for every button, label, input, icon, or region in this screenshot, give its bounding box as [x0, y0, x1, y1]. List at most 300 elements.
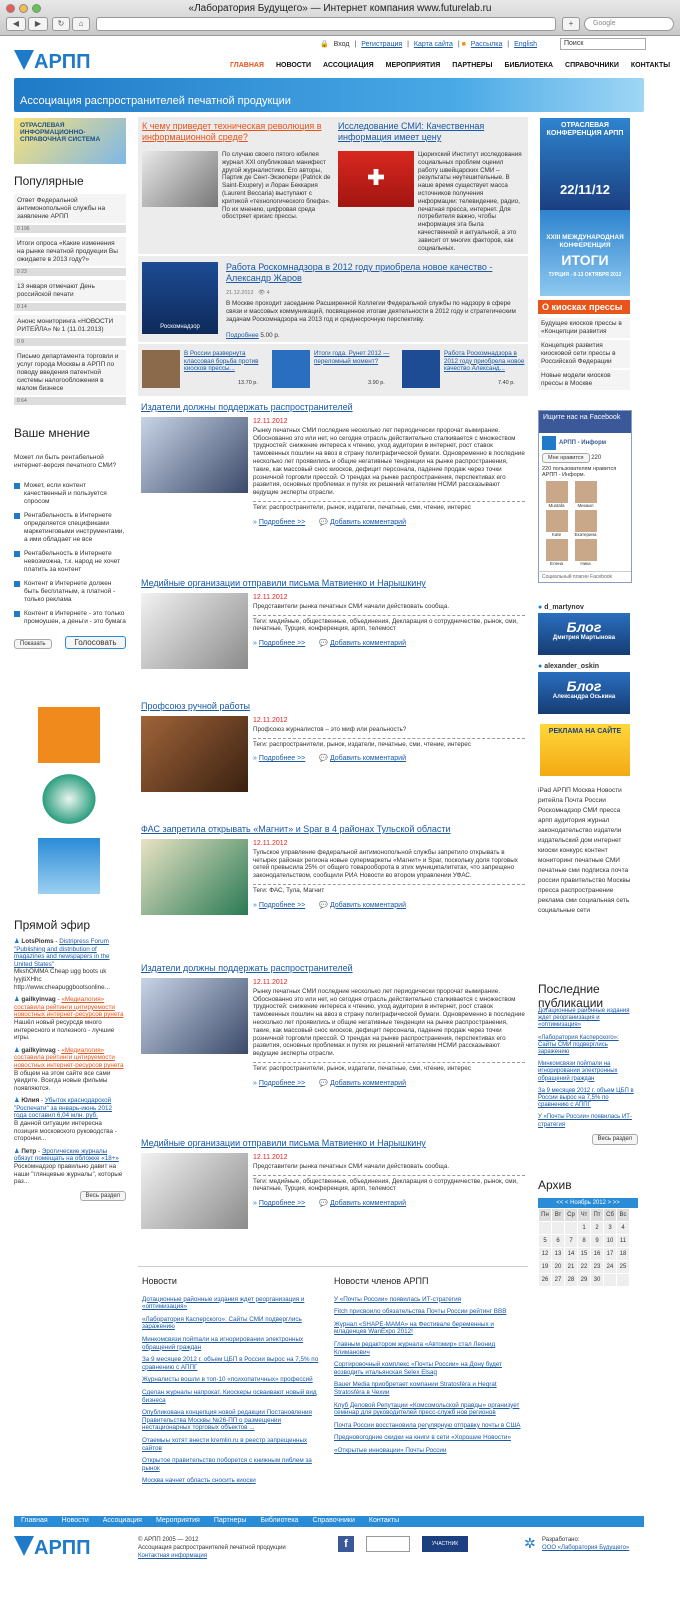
calendar-month: Ноябрь 2012: [570, 1200, 606, 1206]
news-item[interactable]: За 9 месяцев 2012 г. объем ЦБП в России вырос на 7,5% по сравнению с АППГ: [142, 1356, 319, 1371]
story-comment-link[interactable]: Добавить комментарий: [329, 755, 406, 763]
news-item[interactable]: Опубликована концепция новой редакции Постановления Правительства Москвы №26-ПП о размещении нестационарных торговых объектов ...: [142, 1409, 312, 1432]
feature-c-more[interactable]: [226, 332, 280, 339]
partner-banner-1[interactable]: [38, 707, 100, 763]
calendar-day[interactable]: 24: [604, 1261, 617, 1274]
person-name: Елена: [549, 561, 564, 566]
sitemap-link[interactable]: Карта сайта: [413, 41, 453, 48]
calendar-day[interactable]: 28: [565, 1274, 578, 1287]
calendar-grid: [538, 1208, 630, 1287]
arpp-logo[interactable]: [14, 48, 100, 72]
ad-banner[interactable]: [540, 724, 630, 776]
story-image[interactable]: [141, 1153, 248, 1229]
nav-directories[interactable]: СПРАВОЧНИКИ: [565, 62, 619, 69]
live-user[interactable]: gailkyinvag: [21, 1046, 56, 1054]
live-topic-link[interactable]: Убыток краснодарской "Роспечати" за январь-июнь 2012 года составил 6,04 млн. руб.: [14, 1097, 112, 1120]
main-nav: [230, 62, 671, 69]
nav-home[interactable]: ГЛАВНАЯ: [230, 62, 264, 69]
radio-button[interactable]: [14, 513, 20, 519]
member-news-item[interactable]: «Открытые инновации» Почты России: [334, 1446, 447, 1454]
member-news-item[interactable]: Главным редактором журнала «Автомир» стал Леонид Климанович: [334, 1340, 496, 1356]
small-feature-image[interactable]: [142, 350, 180, 388]
latest-all-button[interactable]: Весь раздел: [592, 1134, 639, 1145]
feature-c-more-link[interactable]: Подробнее: [226, 332, 259, 339]
poll-option[interactable]: [14, 580, 126, 604]
live-topic-link[interactable]: «Медиалогия» составила рейтинги цитируемости новостных интернет-ресурсов рунета: [14, 996, 124, 1019]
live-all-button[interactable]: Весь раздел: [80, 1191, 127, 1201]
contacts-link[interactable]: Контактная информация: [138, 1553, 207, 1559]
radio-button[interactable]: [14, 581, 20, 587]
feature-b-title[interactable]: Исследование СМИ: Качественная информация имеет цену: [338, 121, 485, 142]
news-item[interactable]: Отаемыы хотят внести kremlin.ru в реестр запрещенных сайтов: [142, 1436, 308, 1452]
story-actions: [253, 1199, 525, 1207]
news-item[interactable]: Минкомсвязи пойmали на игнорировании электронных обращений граждан: [142, 1335, 304, 1351]
calendar-day[interactable]: 17: [604, 1248, 617, 1261]
developer-logo-icon: ✲: [524, 1535, 536, 1551]
conference-banner-2[interactable]: [540, 210, 630, 296]
story-body: [253, 979, 525, 1073]
small-feature[interactable]: [272, 350, 398, 390]
member-news-item[interactable]: Bauer Media приобретает компании Stratosféra и Heqrat Stratosféra в Чехии: [334, 1381, 497, 1396]
calendar-days-row: [539, 1209, 630, 1222]
story-text: Рынку печатных СМИ последние несколько лет периодически пророчат вымирание. Обоснованно это или нет, но сегодня отрасль действительно сталкивается с множеством трудностей: снижение интереса к чтению, уход аудитории в интернет, рост ставок таможенных пошлин на ввоз в страну полиграфической бумаги. Одновременно в последние несколько лет проявились и общие негативные тенденции на рынке распространения, такие, как массовый снос киосков, дефицит персонала, падение продаж через точки розничной торговли прессой. О трендах на рынке распространения, перспективах его развития, основных проблемах и путях их решений читателям НСМИ рассказывают ведущие эксперты отрасли.: [253, 426, 525, 497]
member-news-item[interactable]: Почта России восстановила регулярную отправку почты в США: [334, 1421, 521, 1429]
blog-1-user[interactable]: ● d_martynov: [538, 604, 584, 611]
blog-1-name: Дмитрия Мартынова: [552, 635, 616, 641]
story: [141, 402, 525, 526]
popular-item[interactable]: Итоги опроса «Какие изменения на рынке печатной продукции Вы ожидаете в 2013 году?»: [14, 237, 126, 266]
calendar-week: [539, 1235, 630, 1248]
newsletter-link[interactable]: Рассылка: [470, 41, 503, 48]
story: [141, 1138, 525, 1207]
calendar-day-name: Вт: [552, 1209, 565, 1222]
story-comment-link[interactable]: Добавить комментарий: [329, 1200, 406, 1208]
footer-logo[interactable]: [14, 1534, 100, 1558]
footer-nav-item[interactable]: Контакты: [368, 1517, 400, 1524]
calendar-day[interactable]: 14: [565, 1248, 578, 1261]
member-news-item[interactable]: Fitch присвоило обязательства Почты России рейтинг BBB: [334, 1308, 507, 1316]
person-name: Ника: [580, 561, 591, 566]
feature-c-title[interactable]: Работа Роскомнадзора в 2012 году приобрела новое качество - Александр Жаров: [226, 262, 493, 283]
story-body: [253, 1154, 525, 1193]
story-more-link[interactable]: Подробнее >>: [258, 1079, 306, 1087]
news-item[interactable]: Сделан журналы напрокат. Киоскеры осваивают новый вид бизнеса: [142, 1388, 317, 1404]
story-text: Профсоюз журналистов – это миф или реальность?: [253, 725, 407, 733]
calendar-day[interactable]: 1: [578, 1222, 591, 1235]
story-body: [253, 840, 525, 895]
news-heading: Новости: [142, 1276, 177, 1286]
story-image[interactable]: [141, 716, 248, 792]
calendar-week: [539, 1261, 630, 1274]
poll-question: Может ли быть рентабельной интернет-версия печатного СМИ?: [14, 454, 117, 469]
story-more-link[interactable]: Подробнее >>: [258, 1200, 306, 1208]
story-tags[interactable]: Теги: распространители, рынок, издатели, печатные, сми, чтение, интерес: [253, 1062, 525, 1073]
user-icon: ♟: [14, 1046, 22, 1054]
calendar-day[interactable]: 23: [591, 1261, 604, 1274]
live-item: ♟ gailkyinvag - «Медиалогия» составила рейтинги цитируемости новостных интернет-ресурсов рунета Нашёл новый ресурсдв много интересного и полезного - лучшие игры.: [14, 996, 126, 1042]
english-link[interactable]: English: [514, 41, 538, 48]
address-bar[interactable]: [96, 17, 556, 31]
footer-copyright: [138, 1536, 286, 1560]
story-tags[interactable]: Теги: распространители, рынок, издатели, печатные, сми, чтение, интерес: [253, 501, 525, 512]
story-title[interactable]: Издатели должны поддержать распространителей: [141, 963, 353, 973]
login-link[interactable]: Вход: [333, 41, 350, 48]
header-banner: [14, 78, 644, 112]
facebook-person[interactable]: [542, 510, 571, 537]
live-user[interactable]: Юлия: [21, 1097, 40, 1105]
latest-item[interactable]: «Лаборатория Касперского»: Сайты СМИ подверглись заражению: [538, 1034, 619, 1056]
story-image[interactable]: [141, 593, 248, 669]
site-search-input[interactable]: Поиск: [560, 38, 646, 50]
user-icon: ♟: [14, 1097, 22, 1105]
news-item[interactable]: Журналисты вошли в топ-10 «психопатичных» профессий: [142, 1376, 313, 1384]
story-date: 12.11.2012: [253, 717, 288, 724]
member-news-item[interactable]: Предновогодние скидки на книги в сети «Хорошие Новости»: [334, 1434, 511, 1442]
story-text: Представители рынка печатных СМИ начали действовать сообща.: [253, 602, 450, 610]
footer-nav-item[interactable]: Мероприятия: [155, 1517, 200, 1524]
comment-icon: 💬: [319, 640, 330, 648]
calendar-day[interactable]: 22: [578, 1261, 591, 1274]
news-item[interactable]: Дотационные районные издания ждет реорганизация и «оптимизация»: [142, 1295, 305, 1311]
poll-vote-button[interactable]: Голосовать: [65, 636, 125, 649]
conference-1-date: 22/11/12: [560, 182, 610, 197]
calendar-day[interactable]: 4: [617, 1222, 630, 1235]
story-body: [253, 418, 525, 512]
live-topic-link[interactable]: Эротические журналы обязут помещать на обложке «18+»: [14, 1147, 119, 1163]
calendar-day[interactable]: 9: [591, 1235, 604, 1248]
popular-item[interactable]: Письмо департамента торговли и услуг города Москвы в АРПП по поводу введения патентной системы налогообложения в малом бизнесе: [14, 350, 126, 395]
blog-2[interactable]: [538, 663, 630, 714]
kiosk-item[interactable]: Новые модели киосков прессы в Москве: [538, 370, 630, 390]
blog-1[interactable]: [538, 604, 630, 655]
poll-show-button[interactable]: Показать: [14, 639, 52, 649]
story-date: 12.11.2012: [253, 1154, 288, 1161]
story-actions: [253, 1079, 525, 1087]
developer-credit: [524, 1536, 629, 1552]
facebook-person[interactable]: [571, 510, 600, 537]
facebook-like-text: 220 пользователям нравится АРПП - Информ.: [542, 466, 617, 478]
feature-a-title[interactable]: К чему приведет техническая революция в информационной среде?: [142, 121, 322, 142]
calendar-day[interactable]: 25: [617, 1261, 630, 1274]
radio-button[interactable]: [14, 551, 20, 557]
latest-list: [538, 1008, 638, 1129]
calendar-day[interactable]: 29: [578, 1274, 591, 1287]
facebook-page-name[interactable]: АРПП - Информ: [559, 440, 607, 446]
poll-option[interactable]: [14, 482, 126, 506]
story-body: [253, 594, 525, 633]
info-system-banner[interactable]: [14, 118, 126, 164]
members-column: [334, 1278, 524, 1460]
live-user[interactable]: LotsPioms: [21, 938, 54, 945]
prev-month-button[interactable]: <: [564, 1200, 569, 1206]
live-excerpt: Роскомнадзор правильно давит на наши "глянцевые журналы", которые раз...: [14, 1163, 123, 1186]
small-feature[interactable]: [142, 350, 268, 390]
register-link[interactable]: Регистрация: [361, 41, 403, 48]
small-feature[interactable]: [402, 350, 528, 390]
svg-text:АРПП: АРПП: [34, 51, 91, 72]
live-item: ♟ Петр - Эротические журналы обязут помещать на обложке «18+» Роскомнадзор правильно давит на наши "глянцевые журналы", которые раз...: [14, 1148, 126, 1186]
calendar-day[interactable]: 27: [552, 1274, 565, 1287]
next-year-button[interactable]: >>: [612, 1200, 620, 1206]
conference-1-title: ОТРАСЛЕВАЯ КОНФЕРЕНЦИЯ АРПП: [546, 122, 624, 137]
news-item[interactable]: Открытое правительство поборется с книжным пиблем за рынок: [142, 1457, 312, 1472]
footer-nav-item[interactable]: Ассоциация: [102, 1517, 142, 1524]
comment-icon: 💬: [319, 901, 330, 909]
feature-block-mid: [138, 256, 528, 342]
person-avatar: [575, 539, 597, 561]
story-title[interactable]: Профсоюз ручной работы: [141, 701, 251, 711]
story-comment-link[interactable]: Добавить комментарий: [329, 1079, 406, 1087]
latest-item[interactable]: За 9 месяцев 2012 г. объем ЦБП в России вырос на 7,5% по сравнению с АППГ: [538, 1087, 634, 1109]
story-tags[interactable]: Теги: ФАС, Тула, Магнит: [253, 884, 525, 895]
feature-block-small: [138, 344, 528, 396]
conference-banner-1[interactable]: [540, 118, 630, 210]
poll-option-label: Может, если контент качественный и пользуется спросом: [24, 482, 107, 505]
calendar-day[interactable]: 20: [552, 1261, 565, 1274]
story-more-link[interactable]: Подробнее >>: [258, 518, 306, 526]
story-date: 12.11.2012: [253, 418, 288, 425]
comment-icon: 💬: [319, 1079, 330, 1087]
story-comment-link[interactable]: Добавить комментарий: [329, 901, 406, 909]
arrow-icon: »: [253, 1079, 259, 1087]
calendar-week: [539, 1222, 630, 1235]
calendar-day[interactable]: 7: [565, 1235, 578, 1248]
calendar-day-name: Чт: [578, 1209, 591, 1222]
story-more-link[interactable]: Подробнее >>: [258, 755, 306, 763]
developer-link[interactable]: ООО «Лаборатория Будущего»: [542, 1545, 630, 1551]
footer-nav-item[interactable]: Главная: [21, 1517, 48, 1524]
person-avatar: [575, 510, 597, 532]
story-image[interactable]: [141, 978, 248, 1054]
browser-chrome: [0, 0, 680, 36]
next-month-button[interactable]: >: [607, 1200, 612, 1206]
facebook-icon[interactable]: f: [338, 1536, 354, 1552]
member-news-item[interactable]: Журнал «SHAPE-МАМА» на Фестивале беременных и младенцев WanExpo 2012!: [334, 1320, 494, 1336]
calendar-day-name: Сб: [604, 1209, 617, 1222]
members-heading: Новости членов АРПП: [334, 1276, 429, 1286]
feature-b-image[interactable]: [338, 151, 414, 207]
latest-list-wrap: [538, 1008, 638, 1145]
small-feature-image[interactable]: [402, 350, 440, 388]
member-news-item[interactable]: Сортировочный комплекс «Почты России» на Дону будет возводить итальянская Selex Elsag: [334, 1361, 503, 1376]
news-item[interactable]: Москва начнет область сносить киоски: [142, 1477, 256, 1485]
conference-2-place: ТУРЦИЯ - 8-13 ОКТЯБРЯ 2012: [548, 272, 622, 278]
member-news-item[interactable]: Клуб Деловой Репутации «Комсомольской правды» организует семинар для руководителей пресс-служб нов регионов: [334, 1401, 520, 1417]
kiosk-item[interactable]: Будущее киосков прессы в «Концепции развития: [538, 318, 630, 338]
small-feature-image[interactable]: [272, 350, 310, 388]
person-name: Екатерина: [574, 532, 597, 537]
small-feature-link[interactable]: Итоги года. Рунет 2012 — переломный момент?: [314, 350, 390, 365]
back-button[interactable]: ◀: [6, 17, 26, 31]
live-topic-link[interactable]: «Медиалогия» составила рейтинги цитируемости новостных интернет-ресурсов рунета: [14, 1046, 124, 1069]
copyright-org: Ассоциация распространителей печатной продукции: [138, 1545, 286, 1551]
popular-item[interactable]: 13 января отмечают День российской печати: [14, 280, 126, 301]
calendar-day[interactable]: 5: [539, 1235, 552, 1248]
facebook-person[interactable]: [571, 539, 600, 566]
partner-banner-3[interactable]: [38, 838, 100, 894]
story-comment-link[interactable]: Добавить комментарий: [329, 640, 406, 648]
prev-year-button[interactable]: <<: [556, 1200, 564, 1206]
live-excerpt: Нашёл новый ресурсдв много интересного и полезного - лучшие игры.: [14, 1018, 115, 1042]
popular-item-meta: 0 23: [14, 268, 126, 276]
live-block: [14, 918, 126, 1201]
story-title[interactable]: ФАС запретила открывать «Магнит» и Spar в 4 районах Тульской области: [141, 824, 451, 834]
poll-option[interactable]: [14, 512, 126, 544]
info-system-label: ОТРАСЛЕВАЯ ИНФОРМАЦИОННО-СПРАВОЧНАЯ СИСТЕМА: [20, 122, 101, 143]
reload-button[interactable]: ↻: [52, 17, 70, 31]
poll-option[interactable]: [14, 550, 126, 574]
user-icon: ♟: [14, 1147, 22, 1155]
blog-1-label: Блог: [566, 619, 602, 635]
nav-library[interactable]: БИБЛИОТЕКА: [504, 62, 554, 69]
comment-icon: 💬: [319, 518, 330, 526]
news-list: [142, 1296, 322, 1485]
calendar-day[interactable]: 12: [539, 1248, 552, 1261]
news-item[interactable]: «Лаборатория Касперского»: Сайты СМИ подверглись заражению: [142, 1315, 302, 1331]
copyright-text: © АРПП 2005 — 2012: [138, 1537, 199, 1543]
person-avatar: [546, 539, 568, 561]
footer-nav-item[interactable]: Партнеры: [213, 1517, 247, 1524]
story-body: [253, 717, 525, 748]
calendar-day[interactable]: 26: [539, 1274, 552, 1287]
feature-a-image[interactable]: [142, 151, 218, 207]
bookmark-button[interactable]: +: [562, 17, 580, 31]
footer-nav-item[interactable]: Библиотека: [260, 1517, 299, 1524]
popular-item[interactable]: Ответ Федеральной антимонопольной службы на заявление АРПП: [14, 194, 126, 223]
story-text: Рынку печатных СМИ последние несколько лет периодически пророчат вымирание. Обоснованно это или нет, но сегодня отрасль действительно сталкивается с множеством трудностей: снижение интереса к чтению, уход аудитории в интернет, рост ставок таможенных пошлин на ввоз в страну полиграфической бумаги. Одновременно в последние несколько лет проявились и общие негативные тенденции на рынке распространения, такие, как массовый снос киосков, дефицит персонала, падение продаж через точки розничной торговли прессой. О трендах на рынке распространения, перспективах его развития, основных проблемах и путях их решений читателям НСМИ рассказывают ведущие эксперты отрасли.: [253, 987, 525, 1058]
calendar-week: [539, 1274, 630, 1287]
latest-heading: Последние публикации: [538, 982, 604, 1010]
member-news-item[interactable]: У «Почты России» появилась ИТ-стратегия: [334, 1295, 462, 1303]
story-title[interactable]: Медийные организации отправили письма Матвиенко и Нарышкину: [141, 578, 426, 588]
nav-news[interactable]: НОВОСТИ: [275, 62, 311, 69]
latest-item[interactable]: Дотационные районные издания ждет реорганизация и «оптимизация»: [538, 1008, 630, 1029]
calendar-day[interactable]: 10: [604, 1235, 617, 1248]
story-title[interactable]: Медийные организации отправили письма Матвиенко и Нарышкину: [141, 1138, 426, 1148]
calendar-day[interactable]: 30: [591, 1274, 604, 1287]
banner-title: Ассоциация распространителей печатной продукции: [20, 95, 291, 107]
story-comment-link[interactable]: Добавить комментарий: [329, 518, 406, 526]
calendar-day[interactable]: 11: [617, 1235, 630, 1248]
story-actions: [253, 901, 525, 909]
calendar-day[interactable]: 8: [578, 1235, 591, 1248]
calendar-day[interactable]: 3: [604, 1222, 617, 1235]
comment-icon: 💬: [319, 1200, 330, 1208]
footer-nav-item[interactable]: Справочники: [312, 1517, 355, 1524]
facebook-page-avatar: [542, 436, 556, 450]
nav-partners[interactable]: ПАРТНЕРЫ: [452, 62, 493, 69]
latest-item[interactable]: У «Почты России» появилась ИТ-стратегия: [538, 1114, 632, 1128]
partner-banner-2[interactable]: [38, 770, 100, 828]
calendar-day: [565, 1222, 578, 1235]
live-user[interactable]: gailkyinvag: [21, 996, 56, 1004]
live-list: [14, 938, 126, 1186]
person-avatar: [546, 510, 568, 532]
facebook-person[interactable]: [542, 539, 571, 566]
member-badge[interactable]: УЧАСТНИК: [422, 1536, 468, 1552]
facebook-person[interactable]: [571, 481, 600, 508]
calendar-day[interactable]: 2: [591, 1222, 604, 1235]
small-feature-link[interactable]: Работа Роскомнадзора в 2012 году приобрела новое качество Александ...: [444, 350, 525, 373]
calendar-day[interactable]: 6: [552, 1235, 565, 1248]
small-feature-size: 3.90 р.: [368, 380, 385, 386]
calendar-day[interactable]: 13: [552, 1248, 565, 1261]
radio-button[interactable]: [14, 611, 20, 617]
small-feature-link[interactable]: В России развернута классовая борьба против киосков прессы...: [184, 350, 259, 373]
counter-badge[interactable]: [366, 1536, 410, 1552]
calendar-day[interactable]: 18: [617, 1248, 630, 1261]
arrow-icon: »: [253, 755, 259, 763]
nav-association[interactable]: АССОЦИАЦИЯ: [322, 62, 374, 69]
story-image[interactable]: [141, 417, 248, 493]
story-more-link[interactable]: Подробнее >>: [258, 901, 306, 909]
calendar-week: [539, 1248, 630, 1261]
user-icon: ♟: [14, 938, 22, 945]
live-topic-link[interactable]: Distripress Forum "Publishing and distribution of magazines and newspapers in the United States": [14, 938, 110, 968]
poll-option-label: Рентабельность в Интернете невозможна, т.к. народ не хочет платить за контент: [24, 550, 121, 573]
story-actions: [253, 639, 525, 647]
live-user[interactable]: Петр: [21, 1147, 37, 1155]
calendar-day-name: Ср: [565, 1209, 578, 1222]
calendar-day[interactable]: 19: [539, 1261, 552, 1274]
calendar-day: [539, 1222, 552, 1235]
story-more-link[interactable]: Подробнее >>: [258, 640, 306, 648]
tag-cloud-text[interactable]: iPad АРПП Москва Новости ритейла Почта России Роскомнадзор СМИ пресса арпп аудитория журнал законодательство издатели издательский дом интернет киоски конкурс контент мониторинг печатные СМИ печатные сми подписка почта россии правительство Москвы пресса распространение реклама сми социальная сеть социальные сети: [538, 787, 631, 914]
story-tags[interactable]: Теги: медийные, общественные, объединения, Декларация о сотрудничестве, рынок, сми, печатные, Турция, конференция, арпп, телемост: [253, 1175, 525, 1194]
radio-button[interactable]: [14, 483, 20, 489]
footer-nav-item[interactable]: Новости: [61, 1517, 89, 1524]
lock-icon: 🔒: [320, 41, 329, 48]
calendar-day[interactable]: 16: [591, 1248, 604, 1261]
calendar-day[interactable]: 21: [565, 1261, 578, 1274]
nav-events[interactable]: МЕРОПРИЯТИЯ: [385, 62, 441, 69]
poll-option[interactable]: [14, 610, 126, 626]
kiosk-item[interactable]: Концепция развития киосковой сети прессы в Российской Федерации: [538, 340, 630, 368]
story-text: Тульское управление федеральной антимонопольной службы запретило открывать в четырех районах региона новые супермаркеты «Магнит» и Spar, поскольку доля торговых сетей превысила 25% от общего товарооборота в этих муниципалитетах, что запрещено законодательством, сообщили РИА Новости во втором управлении УФАС.: [253, 848, 518, 880]
blog-2-user[interactable]: ● alexander_oskin: [538, 663, 600, 670]
story-image[interactable]: [141, 839, 248, 915]
arrow-icon: »: [253, 901, 259, 909]
facebook-like-button[interactable]: Мне нравится: [542, 453, 590, 463]
browser-search-input[interactable]: Google: [584, 17, 674, 31]
story-tags[interactable]: Теги: медийные, общественные, объединения, Декларация о сотрудничестве, рынок, сми, печатные, Турция, конференция, арпп, телемост: [253, 615, 525, 634]
developer-label: Разработано:: [542, 1537, 580, 1543]
feature-b-text: Цюрихский Институт исследования социальных проблем оценил работу швейцарских СМИ – результаты неутешительные. В наше время существует масса источников получения информации: телевидение, радио, печатная пресса, интернет. Для потребителя важно, чтобы информация эта была качественной и актуальной, а это зависит от многих факторов, как социальных.: [418, 151, 522, 252]
latest-item[interactable]: Минкомсвязи пойmали на игнорировании электронных обращений граждан: [538, 1061, 618, 1082]
eye-icon: 👁: [258, 290, 266, 296]
home-button[interactable]: ⌂: [72, 17, 90, 31]
story-title[interactable]: Издатели должны поддержать распространителей: [141, 402, 353, 412]
forward-button[interactable]: ▶: [28, 17, 48, 31]
arrow-icon: »: [253, 640, 259, 648]
nav-contacts[interactable]: КОНТАКТЫ: [630, 62, 671, 69]
arrow-icon: »: [253, 1200, 259, 1208]
feature-block-top: [138, 117, 528, 254]
calendar-day: [552, 1222, 565, 1235]
story: [141, 701, 525, 762]
story-actions: [253, 754, 525, 762]
feature-c-image[interactable]: [142, 262, 218, 334]
story-date: 12.11.2012: [253, 594, 288, 601]
calendar-day[interactable]: 15: [578, 1248, 591, 1261]
facebook-person[interactable]: [542, 481, 571, 508]
popular-item[interactable]: Анонс мониторинга «НОВОСТИ РИТЕЙЛА» № 1 (11.01.2013): [14, 315, 126, 336]
archive-heading: Архив: [538, 1178, 572, 1192]
ad-banner-label: РЕКЛАМА НА САЙТЕ: [548, 728, 622, 735]
feature-c-meta: 21.12.2012 👁 4: [226, 290, 270, 296]
story-tags[interactable]: Теги: распространители, рынок, издатели, печатные, сми, чтение, интерес: [253, 738, 525, 749]
tag-cloud: [538, 786, 632, 916]
